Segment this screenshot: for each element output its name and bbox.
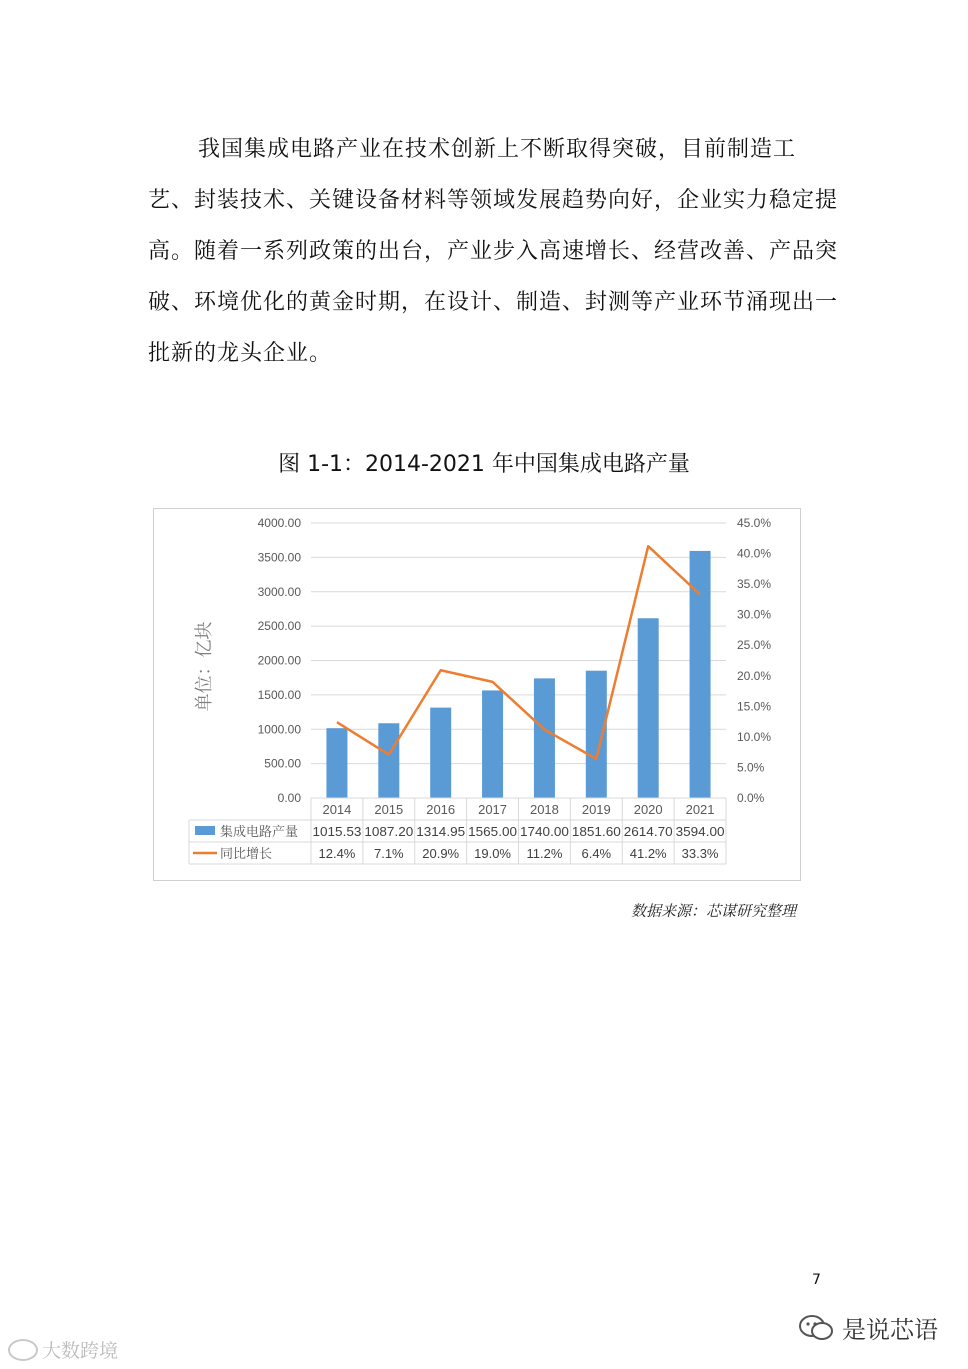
bar	[430, 708, 451, 798]
y2-tick-label: 10.0%	[737, 729, 772, 744]
watermark-left-text: 大数跨境	[42, 1340, 119, 1362]
y2-tick-label: 40.0%	[737, 546, 772, 561]
y-tick-label: 1000.00	[257, 722, 301, 737]
line-data-label: 11.2%	[526, 846, 563, 861]
bar	[586, 671, 607, 798]
chart-container	[153, 508, 801, 881]
bar	[638, 618, 659, 798]
y2-tick-label: 0.0%	[737, 791, 765, 805]
line-data-label: 19.0%	[474, 846, 511, 861]
bar	[534, 678, 555, 798]
y2-tick-label: 30.0%	[737, 607, 772, 622]
page-number: 7	[812, 1272, 821, 1288]
x-tick-label: 2016	[426, 802, 456, 817]
y-tick-label: 1500.00	[257, 687, 301, 702]
bar-data-label: 1851.60	[571, 824, 621, 839]
x-tick-label: 2017	[478, 802, 508, 817]
bar-data-label: 3594.00	[675, 824, 725, 839]
watermark-left	[8, 1336, 118, 1363]
data-source: 数据来源：芯谋研究整理	[630, 902, 796, 920]
y-tick-label: 0.00	[277, 791, 301, 805]
line-data-label: 20.9%	[422, 846, 460, 861]
y-tick-label: 3500.00	[257, 550, 301, 565]
y2-tick-label: 25.0%	[737, 638, 772, 653]
body-paragraph: 我国集成电路产业在技术创新上不断取得突破，目前制造工艺、封装技术、关键设备材料等领域发展趋势向好，企业实力稳定提高。随着一系列政策的出台，产业步入高速增长、经营改善、产品突破、环境优化的黄金时期，在设计、制造、封测等产业环节涌现出一批新的龙头企业。	[148, 137, 839, 366]
x-tick-label: 2014	[322, 802, 352, 817]
y-tick-label: 4000.00	[257, 516, 301, 530]
x-tick-label: 2021	[685, 802, 715, 817]
watermark-right	[798, 1310, 938, 1345]
bar	[378, 723, 399, 798]
wechat-icon	[798, 1314, 834, 1342]
bar-data-label: 1740.00	[520, 824, 569, 839]
bar	[326, 728, 347, 798]
bar	[482, 690, 503, 798]
y2-tick-label: 15.0%	[737, 699, 772, 714]
x-tick-label: 2020	[633, 802, 663, 817]
bar-data-label: 1087.20	[364, 824, 414, 839]
y2-tick-label: 20.0%	[737, 668, 772, 683]
bar-data-label: 2614.70	[623, 824, 673, 839]
bar-data-label: 1015.53	[312, 824, 362, 839]
y-tick-label: 2500.00	[257, 619, 301, 634]
line-data-label: 6.4%	[581, 846, 612, 861]
y2-tick-label: 35.0%	[737, 577, 772, 592]
line-data-label: 33.3%	[681, 846, 719, 861]
x-tick-label: 2015	[374, 802, 404, 817]
x-tick-label: 2019	[581, 802, 611, 817]
production-chart	[154, 509, 802, 882]
bar-data-label: 1314.95	[416, 824, 466, 839]
legend-bar-label: 集成电路产量	[220, 824, 299, 839]
line-data-label: 41.2%	[629, 846, 667, 861]
legend-bar-swatch	[195, 826, 215, 835]
y-tick-label: 3000.00	[257, 584, 301, 599]
figure-caption: 图 1-1：2014-2021 年中国集成电路产量	[278, 452, 690, 477]
bar-data-label: 1565.00	[468, 824, 517, 839]
line-data-label: 12.4%	[318, 846, 356, 861]
line-data-label: 7.1%	[373, 846, 404, 861]
watermark-right-text: 是说芯语	[842, 1316, 938, 1344]
y-axis-label: 单位：亿块	[194, 621, 214, 712]
x-tick-label: 2018	[529, 802, 559, 817]
y2-tick-label: 45.0%	[737, 516, 772, 530]
y-tick-label: 500.00	[264, 756, 301, 771]
y2-tick-label: 5.0%	[737, 760, 765, 775]
brand-logo-icon	[8, 1339, 38, 1361]
y-tick-label: 2000.00	[257, 653, 301, 668]
legend-line-label: 同比增长	[220, 846, 273, 861]
